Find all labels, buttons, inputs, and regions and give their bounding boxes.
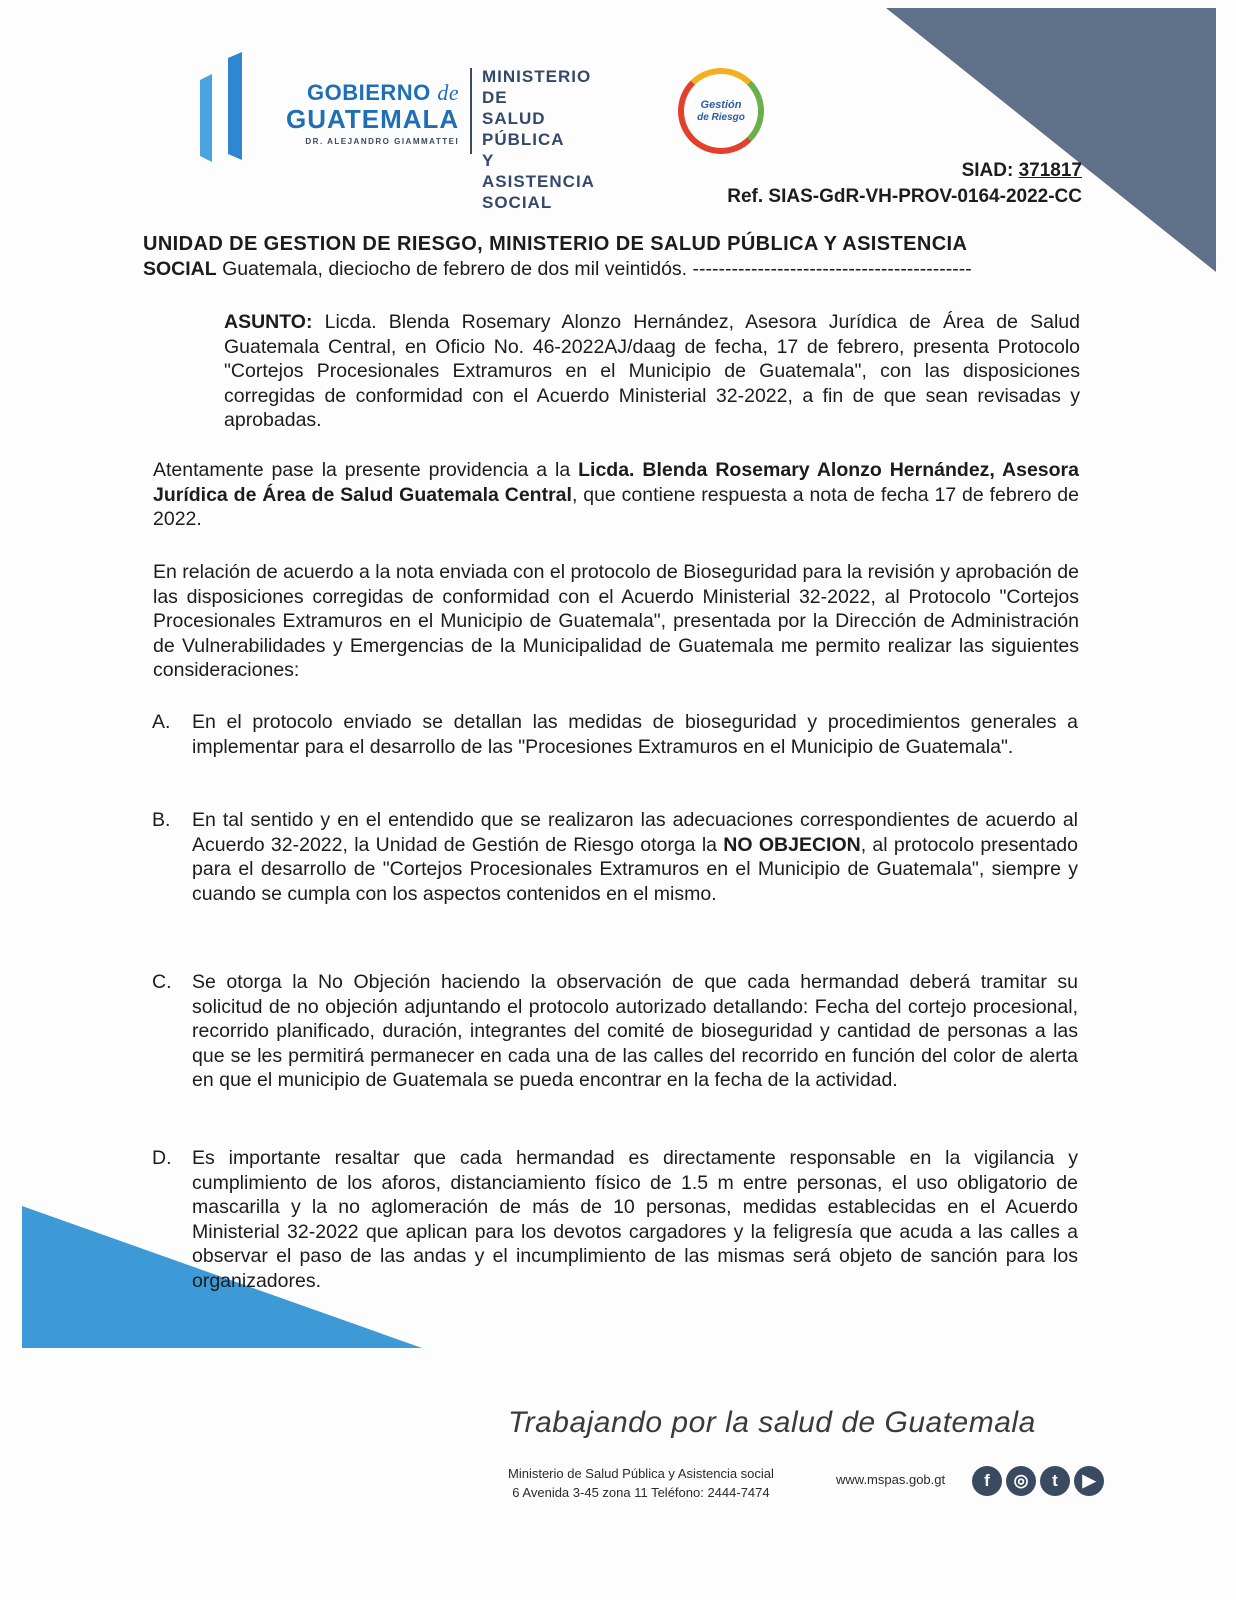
list-text: Se otorga la No Objeción haciendo la observación de que cada hermandad deberá tramitar su solicitud de no objeción adjuntando el protocolo autorizado detallando: Fecha del cortejo procesional, recorrido planificado, duración, integrantes del comité de bioseguridad y cantidad de personas a las que se les permitirá permanecer en cada una de las calles del recorrido en función del color de alerta en que el municipio de Guatemala se pueda encontrar en la fecha de la actividad. (192, 971, 1078, 1091)
footer-website: www.mspas.gob.gt (836, 1472, 946, 1487)
government-logo-bars-icon (200, 52, 270, 164)
siad-reference (962, 160, 1082, 182)
list-item-a (152, 710, 1078, 759)
list-text (192, 808, 1078, 906)
gob-de: de (437, 80, 460, 105)
siad-number: 371817 (1018, 160, 1082, 181)
list-item-b (152, 808, 1078, 906)
list-letter: D. (152, 1147, 172, 1169)
asunto-paragraph (224, 310, 1080, 433)
list-text: Es importante resaltar que cada hermandad es directamente responsable en la vigilancia y cumplimiento de los aforos, distanciamiento físico de 1.5 m entre personas, el uso obligatorio de mascarilla y la no aglomeración de más de 10 personas, medidas establecidas en el Acuerdo Ministerial 32-2022 que aplican para los devotos cargadores y la feligresía que acuda a las calles a observar el paso de las andas y el incumplimiento de las mismas será objeto de sanción para los organizadores. (192, 1147, 1078, 1292)
no-objecion: NO OBJECION (723, 833, 861, 856)
ministry-line: SALUD PÚBLICA (482, 109, 565, 149)
ministry-name (482, 66, 595, 213)
list-item-d (152, 1146, 1078, 1293)
facebook-icon: f (972, 1466, 1002, 1496)
asunto-text: Licda. Blenda Rosemary Alonzo Hernández, Asesora Jurídica de Área de Salud Guatemala Central, en Oficio No. 46-2022AJ/daag de fecha, 17 de febrero, presenta Protocolo "Cortejos Procesionales Extramuros en el Municipio de Guatemala", con las disposiciones corregidas de conformidad con el Acuerdo Ministerial 32-2022, a fin de que sean revisadas y aprobadas. (224, 311, 1080, 431)
logo-divider (470, 68, 472, 154)
p1-post: , que contiene respuesta a nota de fecha 17 de febrero de 2022. (153, 483, 1079, 530)
gdr-line1: Gestión (700, 98, 742, 111)
twitter-icon: t (1040, 1466, 1070, 1496)
list-text: En el protocolo enviado se detallan las medidas de bioseguridad y procedimientos generales a implementar para el desarrollo de las "Procesiones Extramuros en el Municipio de Guatemala". (192, 711, 1078, 758)
address-line1: Ministerio de Salud Pública y Asistencia social (508, 1466, 774, 1481)
list-item-c (152, 970, 1078, 1093)
list-letter: B. (152, 809, 171, 831)
gob-line2: GUATEMALA (286, 104, 460, 134)
footer-address (508, 1464, 774, 1502)
youtube-icon: ▶ (1074, 1466, 1104, 1496)
instagram-icon: ◎ (1006, 1466, 1036, 1496)
address-line2: 6 Avenida 3-45 zona 11 Teléfono: 2444-7474 (512, 1485, 770, 1500)
footer-slogan: Trabajando por la salud de Guatemala (508, 1406, 1036, 1439)
gob-line1: GOBIERNO (306, 80, 431, 105)
document-date: Guatemala, dieciocho de febrero de dos mil veintidós. ------------------------------------------- (222, 257, 972, 280)
document-reference: Ref. SIAS-GdR-VH-PROV-0164-2022-CC (727, 186, 1082, 207)
government-logo-text (286, 80, 459, 146)
social-icons (972, 1466, 1104, 1496)
b-pre: En tal sentido y en el entendido que se realizaron las adecuaciones correspondientes de acuerdo al Acuerdo 32-2022, la Unidad de Gestión de Riesgo otorga la (192, 809, 1078, 856)
asunto-label: ASUNTO: (224, 311, 313, 333)
paragraph-2 (153, 560, 1079, 683)
intro-heading (143, 232, 1079, 281)
gob-line3: DR. ALEJANDRO GIAMMATTEI (305, 137, 460, 146)
paragraph-1 (153, 458, 1079, 532)
list-letter: A. (152, 711, 171, 733)
p2-text: En relación de acuerdo a la nota enviada con el protocolo de Bioseguridad para la revisión y aprobación de las disposiciones corregidas de conformidad con el Acuerdo Ministerial 32-2022, al Protocolo "Cortejos Procesionales Extramuros en el Municipio de Guatemala", presentada por la Dirección de Administración de Vulnerabilidades y Emergencias de la Municipalidad de Guatemala me permito realizar las siguientes consideraciones: (153, 561, 1079, 681)
b-post: , al protocolo presentado para el desarrollo de "Cortejos Procesionales Extramuros en el Municipio de Guatemala", siempre y cuando se cumpla con los aspectos contenidos en el mismo. (192, 833, 1078, 905)
siad-label: SIAD: (961, 160, 1014, 181)
p1-pre: Atentamente pase la presente providencia a la (153, 459, 579, 481)
heading-line1: UNIDAD DE GESTION DE RIESGO, MINISTERIO DE SALUD PÚBLICA Y ASISTENCIA (143, 233, 968, 255)
gdr-line2: de Riesgo (697, 111, 745, 123)
heading-line2: SOCIAL (143, 257, 217, 280)
ministry-line: Y ASISTENCIA (482, 151, 595, 191)
ministry-line: MINISTERIO DE (482, 67, 592, 107)
p1-bold: Licda. Blenda Rosemary Alonzo Hernández, Asesora Jurídica de Área de Salud Guatemala Central (153, 459, 1079, 506)
gestion-riesgo-logo (678, 68, 764, 154)
list-letter: C. (152, 971, 172, 993)
ministry-line: SOCIAL (482, 193, 553, 212)
